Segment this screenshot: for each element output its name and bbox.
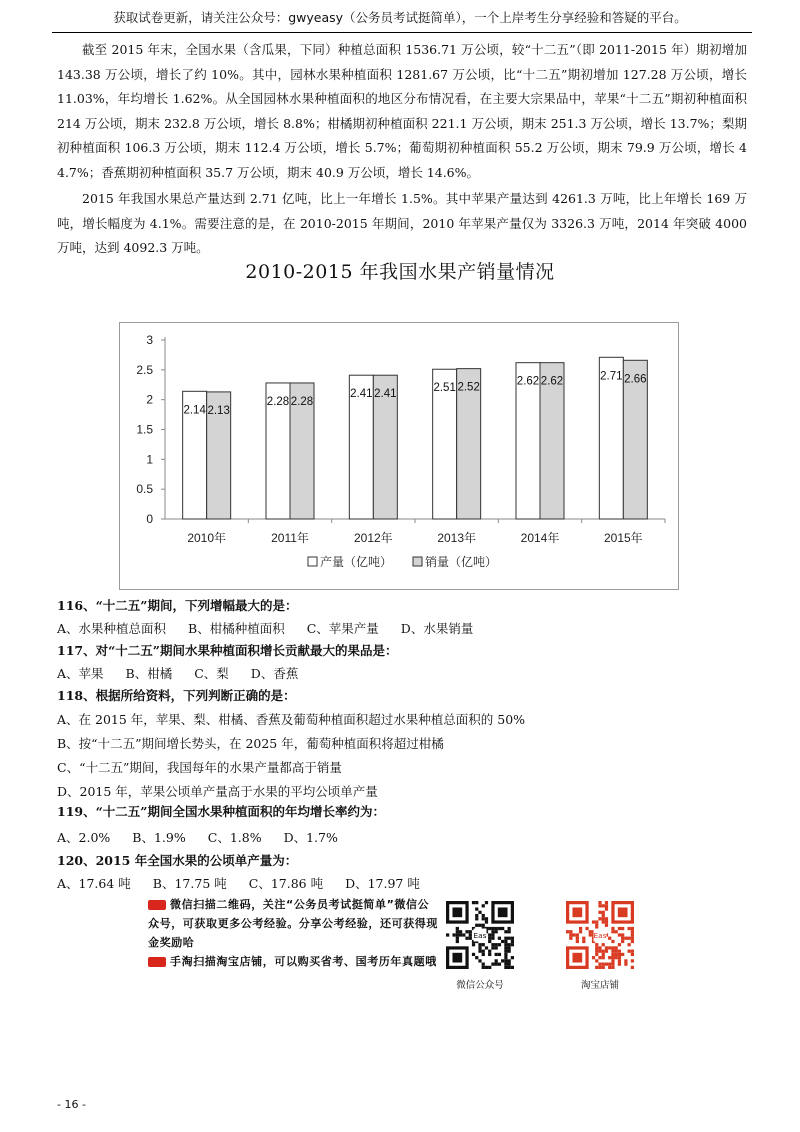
qr-caption-taobao: 淘宝店铺 bbox=[580, 980, 619, 991]
y-tick-label: 1.5 bbox=[136, 422, 153, 437]
question-stem: 119、“十二五”期间全国水果种植面积的年均增长率约为： bbox=[57, 804, 385, 819]
y-tick-label: 2 bbox=[146, 392, 153, 407]
answer-option[interactable]: A、水果种植总面积 bbox=[57, 621, 167, 636]
answer-option[interactable]: D、17.97 吨 bbox=[345, 876, 420, 891]
passage-paragraph-2: 2015 年我国水果总产量达到 2.71 亿吨，比上一年增长 1.5%。其中苹果产量达到 4261.3 万吨，比上年增长 169 万吨，增长幅度为 4.1%。需要注意的是，在 2010-2015 年期间，2010 年苹果产量仅为 3326.3 万吨，2014 年突破 4000 万吨，达到 4092.3 万吨。 bbox=[57, 191, 747, 256]
data-label: 2.62 bbox=[516, 375, 540, 388]
data-label: 2.71 bbox=[600, 370, 623, 383]
data-label: 2.28 bbox=[266, 395, 290, 408]
question-stem: 117、对“十二五”期间水果种植面积增长贡献最大的果品是： bbox=[57, 643, 398, 658]
bar-chart bbox=[119, 322, 679, 590]
x-tick-label: 2010年 bbox=[187, 531, 227, 545]
answer-option[interactable]: C、苹果产量 bbox=[306, 621, 379, 636]
y-tick-label: 3 bbox=[146, 333, 153, 347]
promo-line-1: 微信扫描二维码，关注“公务员考试挺简单”微信公众号，可获取更多公考经验。分享公考经验，还可获得现金奖励哈 bbox=[148, 898, 438, 949]
wechat-qr-code[interactable] bbox=[446, 900, 514, 970]
y-tick-label: 2.5 bbox=[136, 362, 153, 377]
y-tick-label: 0 bbox=[146, 512, 153, 526]
qr-logo-text: Eas bbox=[473, 930, 487, 940]
data-label: 2.51 bbox=[433, 382, 456, 395]
x-tick-label: 2011年 bbox=[271, 531, 309, 545]
answer-option[interactable]: D、2015 年，苹果公顷单产量高于水果的平均公顷单产量 bbox=[57, 784, 378, 799]
promo-taobao bbox=[148, 952, 438, 971]
data-label: 2.62 bbox=[540, 375, 564, 388]
answer-option[interactable]: D、水果销量 bbox=[400, 621, 474, 636]
answer-option[interactable]: C、1.8% bbox=[207, 830, 262, 845]
page-number: - 16 - bbox=[57, 1098, 86, 1111]
y-tick-label: 0.5 bbox=[136, 482, 153, 497]
legend-swatch bbox=[308, 557, 317, 566]
pointing-hand-icon bbox=[148, 900, 166, 910]
passage-paragraph-1: 截至 2015 年末，全国水果（含瓜果，下同）种植总面积 1536.71 万公顷，较“十二五”（即 2011-2015 年）期初增加 143.38 万公顷，增长了约 10%。其中，园林水果种植面积 1281.67 万公顷，比“十二五”期初增加 127.28 万公顷，增长 11.03%，年均增长 1.62%。从全国园林水果种植面积的地区分布情况看，在主要大宗果品中，苹果“十二五”期初种植面积 214 万公顷，期末 232.8 万公顷，增长 8.8%；柑橘期初种植面积 221.1 万公顷，期末 251.3 万公顷，增长 13.7%；梨期初种植面积 106.3 万公顷，期末 112.4 万公顷，增长 5.7%；葡萄期初种植面积 55.2 万公顷，期末 79.9 万公顷，增长 44.7%；香蕉期初种植面积 35.7 万公顷，期末 40.9 万公顷，增长 14.6%。 bbox=[57, 42, 747, 180]
data-label: 2.14 bbox=[183, 404, 206, 417]
question-stem: 120、2015 年全国水果的公顷单产量为： bbox=[57, 853, 298, 868]
qr-caption-wechat: 微信公众号 bbox=[456, 980, 504, 991]
answer-option[interactable]: A、2.0% bbox=[57, 830, 111, 845]
answer-option[interactable]: B、17.75 吨 bbox=[152, 876, 227, 891]
header-notice: 获取试卷更新，请关注公众号：gwyeasy（公务员考试挺简单），一个上岸考生分享经验和答疑的平台。 bbox=[113, 10, 687, 25]
data-label: 2.66 bbox=[624, 373, 647, 386]
promo-block bbox=[148, 895, 438, 971]
taobao-qr-code[interactable] bbox=[566, 900, 634, 970]
legend-label: 产量（亿吨） bbox=[320, 555, 393, 569]
answer-option[interactable]: B、柑橘 bbox=[125, 666, 173, 681]
answer-option[interactable]: B、按“十二五”期间增长势头，在 2025 年，葡萄种植面积将超过柑橘 bbox=[57, 736, 444, 751]
y-tick-label: 1 bbox=[146, 452, 153, 467]
answer-option[interactable]: C、梨 bbox=[194, 666, 229, 681]
x-tick-label: 2015年 bbox=[603, 531, 643, 545]
data-label: 2.41 bbox=[374, 388, 397, 401]
answer-options-row bbox=[57, 828, 360, 846]
legend-swatch bbox=[413, 557, 422, 566]
legend-label: 销量（亿吨） bbox=[425, 555, 498, 569]
data-label: 2.13 bbox=[207, 404, 230, 417]
promo-wechat bbox=[148, 895, 438, 952]
qr-logo-text: Eas bbox=[593, 930, 607, 940]
chart-title: 2010-2015 年我国水果产销量情况 bbox=[245, 261, 555, 283]
data-label: 2.52 bbox=[457, 381, 480, 394]
answer-option[interactable]: A、17.64 吨 bbox=[57, 876, 131, 891]
data-label: 2.41 bbox=[350, 388, 373, 401]
answer-option[interactable]: B、柑橘种植面积 bbox=[188, 621, 285, 636]
x-tick-label: 2013年 bbox=[437, 531, 477, 545]
x-tick-label: 2014年 bbox=[520, 531, 560, 545]
question-stem: 118、根据所给资料，下列判断正确的是： bbox=[57, 688, 296, 703]
data-label: 2.28 bbox=[290, 395, 314, 408]
answer-option[interactable]: D、1.7% bbox=[283, 830, 338, 845]
answer-options-row bbox=[57, 664, 320, 682]
answer-option[interactable]: C、“十二五”期间，我国每年的水果产量都高于销量 bbox=[57, 760, 342, 775]
answer-option[interactable]: A、苹果 bbox=[57, 666, 104, 681]
answer-option[interactable]: D、香蕉 bbox=[250, 666, 299, 681]
x-tick-label: 2012年 bbox=[353, 531, 393, 545]
answer-option[interactable]: C、17.86 吨 bbox=[248, 876, 324, 891]
answer-options-row bbox=[57, 619, 495, 637]
answer-option[interactable]: B、1.9% bbox=[132, 830, 186, 845]
answer-option[interactable]: A、在 2015 年，苹果、梨、柑橘、香蕉及葡萄种植面积超过水果种植总面积的 50% bbox=[57, 712, 526, 727]
promo-line-2: 手淘扫描淘宝店铺，可以购买省考、国考历年真题哦 bbox=[170, 955, 437, 968]
header-divider bbox=[52, 32, 752, 33]
pointing-hand-icon bbox=[148, 957, 166, 967]
answer-options-row bbox=[57, 874, 442, 892]
question-stem: 116、“十二五”期间，下列增幅最大的是： bbox=[57, 598, 298, 613]
chart-canvas bbox=[120, 323, 678, 589]
